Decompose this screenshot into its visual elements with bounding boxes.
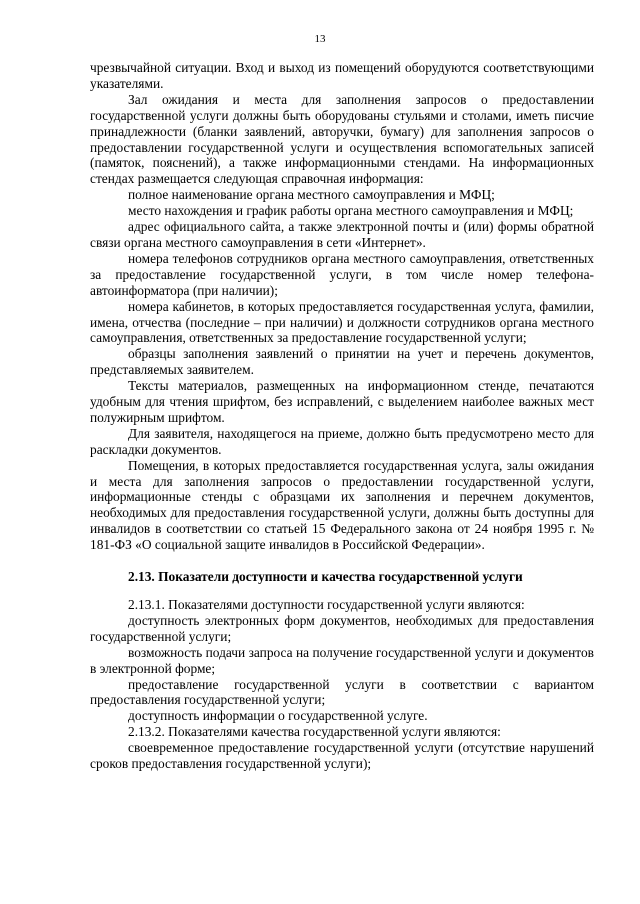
paragraph: место нахождения и график работы органа местного самоуправления и МФЦ;	[128, 203, 574, 219]
paragraph: Для заявителя, находящегося на приеме, должно быть предусмотрено место для раскладки документов.	[90, 425, 594, 457]
paragraph: чрезвычайной ситуации. Вход и выход из помещений оборудуются соответствующими указателями.	[90, 60, 594, 91]
paragraph: полное наименование органа местного самоуправления и МФЦ;	[128, 187, 495, 203]
paragraph: номера телефонов сотрудников органа местного самоуправления, ответственных за предоставление государственной услуги, в том числе номер телефона-автоинформатора (при наличии);	[90, 250, 594, 298]
paragraph: предоставление государственной услуги в соответствии с вариантом предоставления государственной услуги;	[90, 676, 594, 708]
page-number: 13	[314, 33, 326, 45]
document-body	[90, 60, 594, 772]
paragraph: доступность информации о государственной услуге.	[128, 708, 428, 724]
section-heading: 2.13. Показатели доступности и качества государственной услуги	[128, 569, 523, 585]
paragraph: Зал ожидания и места для заполнения запросов о предоставлении государственной услуги должны быть оборудованы стульями и столами, иметь писчие принадлежности (бланки заявлений, авторучки, бумагу) для заполнения запросов о предоставлении государственной услуги и осуществления вспомогательных записей (памяток, пояснений), а также информационными стендами. На информационных стендах размещается следующая справочная информация:	[90, 91, 594, 187]
paragraph: своевременное предоставление государственной услуги (отсутствие нарушений сроков предоставления государственной услуги);	[90, 740, 594, 772]
paragraph: 2.13.2. Показателями качества государственной услуги являются:	[128, 724, 501, 740]
paragraph: адрес официального сайта, а также электронной почты и (или) формы обратной связи органа местного самоуправления в сети «Интернет».	[90, 219, 594, 250]
paragraph: номера кабинетов, в которых предоставляется государственная услуга, фамилии, имена, отчества (последние – при наличии) и должности сотрудников органа местного самоуправления, ответственных за предоставление государственной услуги;	[90, 298, 594, 346]
paragraph: доступность электронных форм документов, необходимых для предоставления государственной услуги;	[90, 612, 594, 644]
paragraph: возможность подачи запроса на получение государственной услуги и документов в электронной форме;	[90, 644, 594, 676]
paragraph: Тексты материалов, размещенных на информационном стенде, печатаются удобным для чтения шрифтом, без исправлений, с выделением наиболее важных мест полужирным шрифтом.	[90, 378, 594, 425]
paragraph: образцы заполнения заявлений о принятии на учет и перечень документов, представляемых заявителем.	[90, 346, 594, 378]
paragraph: Помещения, в которых предоставляется государственная услуга, залы ожидания и места для заполнения запросов о предоставлении государственной услуги, информационные стенды с образцами их заполнения и перечнем документов, необходимых для предоставления государственной услуги, должны быть доступны для инвалидов в соответствии со статьей 15 Федерального закона от 24 ноября 1995 г. № 181-ФЗ «О социальной защите инвалидов в Российской Федерации».	[90, 457, 594, 553]
paragraph: 2.13.1. Показателями доступности государственной услуги являются:	[128, 597, 525, 612]
